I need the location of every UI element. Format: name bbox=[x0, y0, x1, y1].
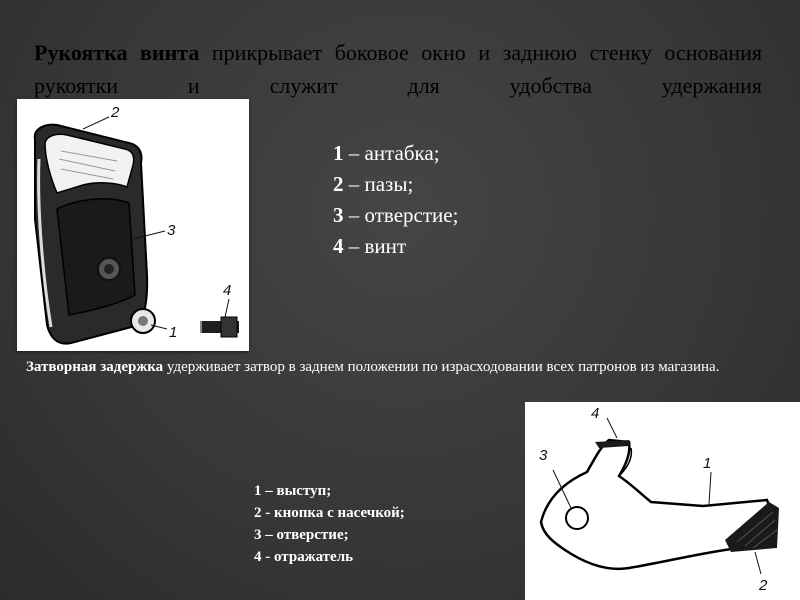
intro-text: прикрывает боковое окно и заднюю стенку основания рукоятки и служит для удобства удержания bbox=[34, 40, 762, 98]
part-number: 2 bbox=[333, 172, 344, 196]
part-number: 1 bbox=[254, 483, 262, 499]
intro-title: Рукоятка винта bbox=[34, 40, 200, 65]
part-label: – пазы; bbox=[343, 172, 414, 196]
part-label: - кнопка с насечкой; bbox=[261, 505, 405, 521]
list-item bbox=[254, 480, 405, 502]
slide-stop-text: удерживает затвор в заднем положении по израсходовании всех патронов из магазина. bbox=[163, 359, 720, 375]
part-number: 3 bbox=[254, 527, 262, 543]
list-item bbox=[254, 546, 405, 568]
part-label: – выступ; bbox=[261, 483, 332, 499]
slide-stop-callout-4: 4 bbox=[591, 405, 600, 422]
slide-stop-callout-2: 2 bbox=[759, 577, 768, 594]
grip-callout-3: 3 bbox=[167, 222, 176, 239]
part-label: – отверстие; bbox=[343, 203, 459, 227]
slide-stop-title: Затворная задержка bbox=[26, 359, 164, 375]
grip-parts-list bbox=[333, 138, 458, 262]
list-item bbox=[254, 502, 405, 524]
slide-stop-parts-list bbox=[254, 480, 405, 568]
list-item bbox=[333, 138, 458, 169]
slide-stop-drawing bbox=[525, 402, 800, 600]
part-label: - отражатель bbox=[261, 549, 354, 565]
part-number: 1 bbox=[333, 141, 344, 165]
part-number: 2 bbox=[254, 505, 262, 521]
slide-stop-callout-3: 3 bbox=[539, 447, 548, 464]
grip-drawing bbox=[17, 99, 249, 351]
intro-paragraph bbox=[34, 36, 762, 102]
list-item bbox=[333, 231, 458, 262]
list-item bbox=[333, 169, 458, 200]
part-number: 3 bbox=[333, 203, 344, 227]
slide-stop-callout-1: 1 bbox=[703, 455, 712, 472]
part-number: 4 bbox=[254, 549, 262, 565]
part-label: – антабка; bbox=[343, 141, 440, 165]
list-item bbox=[254, 524, 405, 546]
part-label: – отверстие; bbox=[261, 527, 349, 543]
slide-stop-illustration bbox=[525, 402, 800, 600]
grip-callout-1: 1 bbox=[169, 324, 178, 341]
part-label: – винт bbox=[343, 234, 407, 258]
part-number: 4 bbox=[333, 234, 344, 258]
list-item bbox=[333, 200, 458, 231]
slide-stop-paragraph bbox=[26, 354, 766, 380]
grip-callout-4: 4 bbox=[223, 282, 232, 299]
grip-callout-2: 2 bbox=[111, 104, 120, 121]
grip-illustration bbox=[17, 99, 249, 351]
